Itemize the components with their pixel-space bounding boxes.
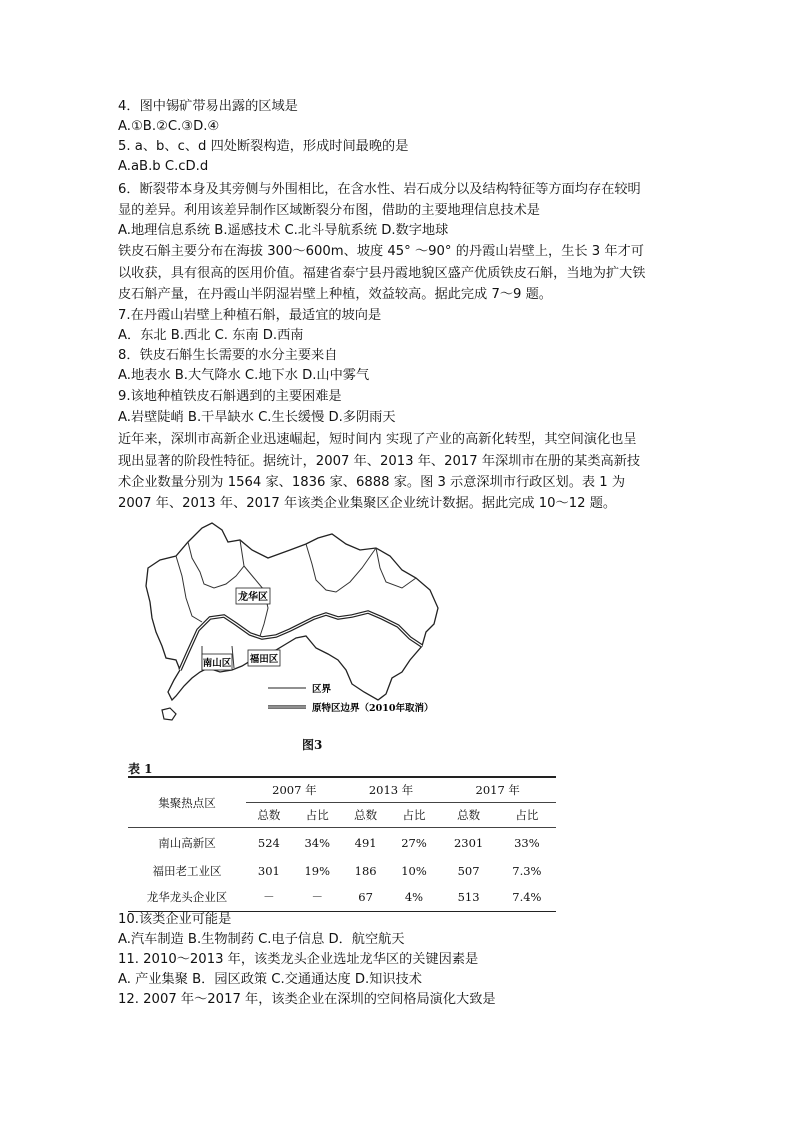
district-boundary bbox=[306, 544, 376, 592]
table-cell: 7.3% bbox=[512, 863, 542, 878]
label-futian: 福田区 bbox=[249, 654, 279, 665]
shenzhen-district-map bbox=[140, 520, 440, 725]
subheader: 占比 bbox=[402, 808, 426, 822]
island bbox=[162, 708, 176, 720]
q5-stem: 5. a、b、c、d 四处断裂构造，形成时间最晚的是 bbox=[118, 139, 409, 154]
table-row bbox=[128, 828, 556, 858]
table-cell: 19% bbox=[304, 863, 331, 878]
q7-options: A．东北 B.西北 C. 东南 D.西南 bbox=[118, 328, 304, 343]
row-header: 集聚热点区 bbox=[128, 777, 246, 828]
q8-stem: 8．铁皮石斛生长需要的水分主要来自 bbox=[118, 348, 338, 363]
label-nanshan: 南山区 bbox=[202, 658, 232, 669]
q12-stem: 12. 2007 年～2017 年，该类企业在深圳的空间格局演化大致是 bbox=[118, 992, 496, 1007]
legend-district-label: 区界 bbox=[312, 684, 332, 695]
q11-stem: 11. 2010～2013 年，该类龙头企业选址龙华区的关键因素是 bbox=[118, 952, 479, 967]
subheader: 总数 bbox=[457, 808, 481, 822]
q4-stem: 4．图中锡矿带易出露的区域是 bbox=[118, 99, 298, 114]
row-name: 龙华龙头企业区 bbox=[128, 884, 246, 912]
table-cell: 186 bbox=[354, 863, 377, 878]
legend-sez-label: 原特区边界（2010年取消） bbox=[312, 703, 434, 714]
subheader: 总数 bbox=[354, 808, 378, 822]
table-row bbox=[128, 858, 556, 884]
q9-options: A.岩壁陡峭 B.干旱缺水 C.生长缓慢 D.多阴雨天 bbox=[118, 410, 396, 425]
q9-stem: 9.该地种植铁皮石斛遇到的主要困难是 bbox=[118, 389, 342, 404]
passage-2-line4: 2007 年、2013 年、2017 年该类企业集聚区企业统计数据。据此完成 10～12 题。 bbox=[118, 496, 617, 511]
q6-stem-line1: 6．断裂带本身及其旁侧与外围相比，在含水性、岩石成分以及结构特征等方面均存在较明 bbox=[118, 182, 641, 197]
table-cell: 10% bbox=[401, 863, 427, 878]
table-cell: － bbox=[246, 884, 292, 912]
passage-2-line3: 术企业数量分别为 1564 家、1836 家、6888 家。图 3 示意深圳市行政区划。表 1 为 bbox=[118, 475, 626, 490]
passage-2-line1: 近年来，深圳市高新企业迅速崛起，短时间内 实现了产业的高新化转型，其空间演化也呈 bbox=[118, 432, 637, 447]
table-cell: 513 bbox=[439, 884, 497, 912]
table-row bbox=[128, 884, 556, 912]
table-cell: 33% bbox=[498, 828, 556, 858]
table-cell: 2301 bbox=[439, 828, 497, 858]
table-cell: 27% bbox=[389, 828, 440, 858]
district-boundary bbox=[176, 556, 202, 622]
passage-1-line3: 皮石斛产量，在丹霞山半阴湿岩壁上种植，效益较高。据此完成 7～9 题。 bbox=[118, 287, 552, 302]
year-2017: 2017 年 bbox=[439, 777, 556, 803]
table-cell: 524 bbox=[246, 828, 292, 858]
table-cell: 7.4% bbox=[498, 884, 556, 912]
q4-options: A.①B.②C.③D.④ bbox=[118, 119, 220, 134]
table-cell: 507 bbox=[457, 863, 480, 878]
q6-stem-line2: 显的差异。利用该差异制作区域断裂分布图，借助的主要地理信息技术是 bbox=[118, 203, 540, 218]
table-cell: － bbox=[292, 884, 343, 912]
q10-options: A.汽车制造 B.生物制药 C.电子信息 D．航空航天 bbox=[118, 932, 405, 947]
q10-stem: 10.该类企业可能是 bbox=[118, 912, 232, 927]
passage-1-line1: 铁皮石斛主要分布在海拔 300～600m、坡度 45° ～90° 的丹霞山岩壁上，生长 3 年才可 bbox=[118, 244, 644, 259]
q5-options: A.aB.b C.cD.d bbox=[118, 159, 209, 174]
district-boundary bbox=[376, 548, 416, 588]
q8-options: A.地表水 B.大气降水 C.地下水 D.山中雾气 bbox=[118, 368, 370, 383]
subheader: 总数 bbox=[257, 808, 281, 822]
passage-2-line2: 现出显著的阶段性特征。据统计，2007 年、2013 年、2017 年深圳市在册的某类高新技 bbox=[118, 454, 641, 469]
table-cell: 67 bbox=[343, 884, 389, 912]
row-name: 福田老工业区 bbox=[152, 863, 222, 878]
year-2013: 2013 年 bbox=[343, 777, 440, 803]
year-2007: 2007 年 bbox=[246, 777, 343, 803]
passage-1-line2: 以收获，具有很高的医用价值。福建省泰宁县丹霞地貌区盛产优质铁皮石斛，当地为扩大铁 bbox=[118, 266, 646, 281]
q7-stem: 7.在丹霞山岩壁上种植石斛，最适宜的坡向是 bbox=[118, 308, 382, 323]
table-cell: 491 bbox=[343, 828, 389, 858]
table-cell: 4% bbox=[389, 884, 440, 912]
table-title: 表 1 bbox=[128, 762, 153, 776]
row-name: 南山高新区 bbox=[128, 828, 246, 858]
q11-options: A. 产业集聚 B．园区政策 C.交通通达度 D.知识技术 bbox=[118, 972, 422, 987]
district-boundary bbox=[188, 540, 244, 588]
data-table bbox=[128, 776, 556, 912]
subheader: 占比 bbox=[515, 808, 539, 822]
figure-caption: 图3 bbox=[302, 738, 323, 752]
subheader: 占比 bbox=[305, 808, 329, 822]
label-longhua: 龙华区 bbox=[238, 592, 268, 603]
q6-options: A.地理信息系统 B.遥感技术 C.北斗导航系统 D.数字地球 bbox=[118, 223, 449, 238]
table-cell: 301 bbox=[257, 863, 280, 878]
table-cell: 34% bbox=[292, 828, 343, 858]
